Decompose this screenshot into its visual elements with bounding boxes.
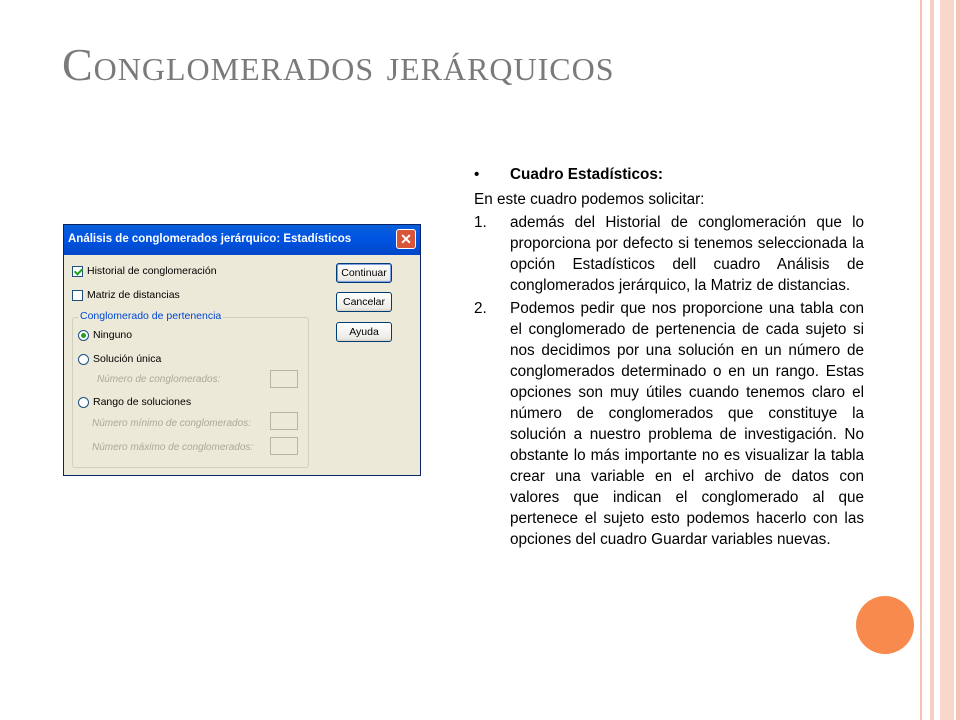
distance-matrix-checkbox-label: Matriz de distancias <box>87 289 180 301</box>
text-block <box>474 164 864 552</box>
list-item <box>474 212 864 296</box>
decorative-circle <box>856 596 914 654</box>
slide-title: Conglomerados jerárquicos <box>62 39 615 90</box>
radio-none[interactable] <box>78 329 132 341</box>
radio-none-label: Ninguno <box>93 329 133 341</box>
max-clusters-label: Número máximo de conglomerados: <box>92 442 254 453</box>
distance-matrix-checkbox[interactable] <box>72 289 180 301</box>
decorative-stripes <box>920 0 960 720</box>
num-clusters-input[interactable] <box>270 370 298 388</box>
list-item-text: además del Historial de conglomeración que lo proporciona por defecto si tenemos seleccionada la opción Estadísticos dell cuadro Análisis de conglomerados jerárquico, la Matriz de distancias. <box>510 214 864 294</box>
dialog-titlebar[interactable] <box>64 225 420 255</box>
stripe-2 <box>930 0 934 720</box>
list-item-text: Podemos pedir que nos proporcione una tabla con el conglomerado de pertenencia de cada sujeto si nos decidimos por una solución en un número de conglomerados determinado o en un rango. Estas opciones son muy útiles cuando tenemos claro el número de conglomerados que constituye la solución a nuestro problema de investigación. No obstante lo más importante no es visualizar la tabla crear una variable en el archivo de datos con valores que indican el conglomerado al que pertenece el sujeto esto podemos hacerlo con las opciones del cuadro Guardar variables nuevas. <box>510 300 864 548</box>
close-button[interactable] <box>396 229 416 249</box>
stripe-1 <box>920 0 922 720</box>
radio-selected-icon <box>78 330 89 341</box>
stripe-3 <box>940 0 954 720</box>
radio-solution-range[interactable] <box>78 396 191 408</box>
help-button[interactable]: Ayuda <box>336 322 392 342</box>
bullet-heading: Cuadro Estadísticos: <box>510 166 663 183</box>
radio-single-solution-label: Solución única <box>93 353 162 365</box>
min-clusters-input[interactable] <box>270 412 298 430</box>
dialog-edge <box>416 255 420 475</box>
radio-single-solution[interactable] <box>78 353 161 365</box>
checkbox-unchecked-icon <box>72 290 83 301</box>
bullet-dot: • <box>474 166 480 183</box>
dialog-title: Análisis de conglomerados jerárquico: Estadísticos <box>68 233 352 245</box>
history-checkbox[interactable] <box>72 265 217 277</box>
intro-text: En este cuadro podemos solicitar: <box>474 191 705 208</box>
continue-button[interactable]: Continuar <box>336 263 392 283</box>
radio-unselected-icon <box>78 354 89 365</box>
checkbox-checked-icon <box>72 266 83 277</box>
list-item-number: 1. <box>474 214 487 231</box>
stripe-4 <box>956 0 960 720</box>
min-clusters-label: Número mínimo de conglomerados: <box>92 418 251 429</box>
max-clusters-input[interactable] <box>270 437 298 455</box>
bullet-heading-line <box>474 164 864 185</box>
history-checkbox-label: Historial de conglomeración <box>87 265 217 277</box>
radio-solution-range-label: Rango de soluciones <box>93 396 192 408</box>
statistics-dialog <box>63 224 421 476</box>
radio-unselected-icon <box>78 397 89 408</box>
list-item <box>474 298 864 550</box>
list-item-number: 2. <box>474 300 487 317</box>
membership-group-label: Conglomerado de pertenencia <box>80 310 222 322</box>
close-icon: ✕ <box>400 231 412 247</box>
cancel-button[interactable]: Cancelar <box>336 292 392 312</box>
num-clusters-label: Número de conglomerados: <box>97 374 221 385</box>
